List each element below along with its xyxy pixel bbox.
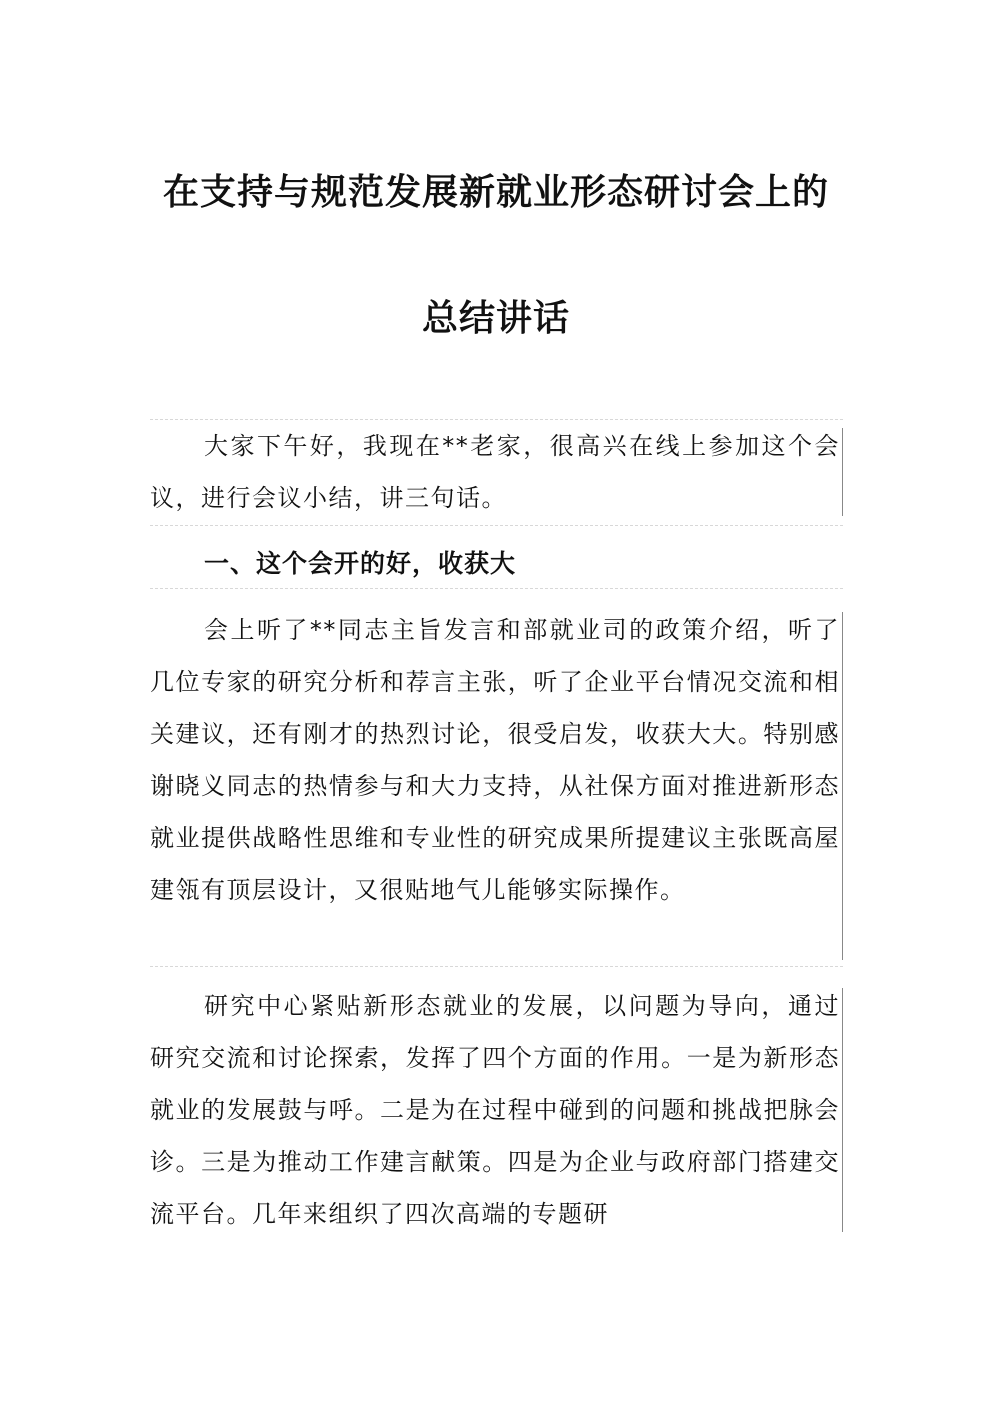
paragraph-greeting-text: 大家下午好，我现在**老家，很高兴在线上参加这个会议，进行会议小结，讲三句话。 — [150, 432, 840, 512]
paragraph-greeting — [150, 420, 840, 524]
section-heading-1: 一、这个会开的好，收获大 — [204, 549, 517, 578]
paragraph-section1-text: 会上听了**同志主旨发言和部就业司的政策介绍，听了几位专家的研究分析和荐言主张，听了企业平台情况交流和相关建议，还有刚才的热烈讨论，很受启发，收获大大。特别感谢晓义同志的热情参与和大力支持，从社保方面对推进新形态就业提供战略性思维和专业性的研究成果所提建议主张既高屋建瓴有顶层设计，又很贴地气儿能够实际操作。 — [150, 616, 840, 904]
paragraph-research-center-text: 研究中心紧贴新形态就业的发展，以问题为导向，通过研究交流和讨论探索，发挥了四个方面的作用。一是为新形态就业的发展鼓与呼。二是为在过程中碰到的问题和挑战把脉会诊。三是为推动工作建言献策。四是为企业与政府部门搭建交流平台。几年来组织了四次高端的专题研 — [150, 992, 840, 1228]
divider — [150, 966, 843, 967]
paragraph-section1-body — [150, 604, 840, 968]
document-title-line-2: 总结讲话 — [421, 297, 570, 339]
margin-marker — [842, 612, 843, 960]
margin-marker — [842, 988, 843, 1232]
margin-marker — [842, 428, 843, 516]
paragraph-research-center — [150, 980, 840, 1240]
divider — [150, 525, 843, 526]
divider — [150, 588, 843, 589]
document-title-line-1: 在支持与规范发展新就业形态研讨会上的 — [162, 171, 829, 213]
